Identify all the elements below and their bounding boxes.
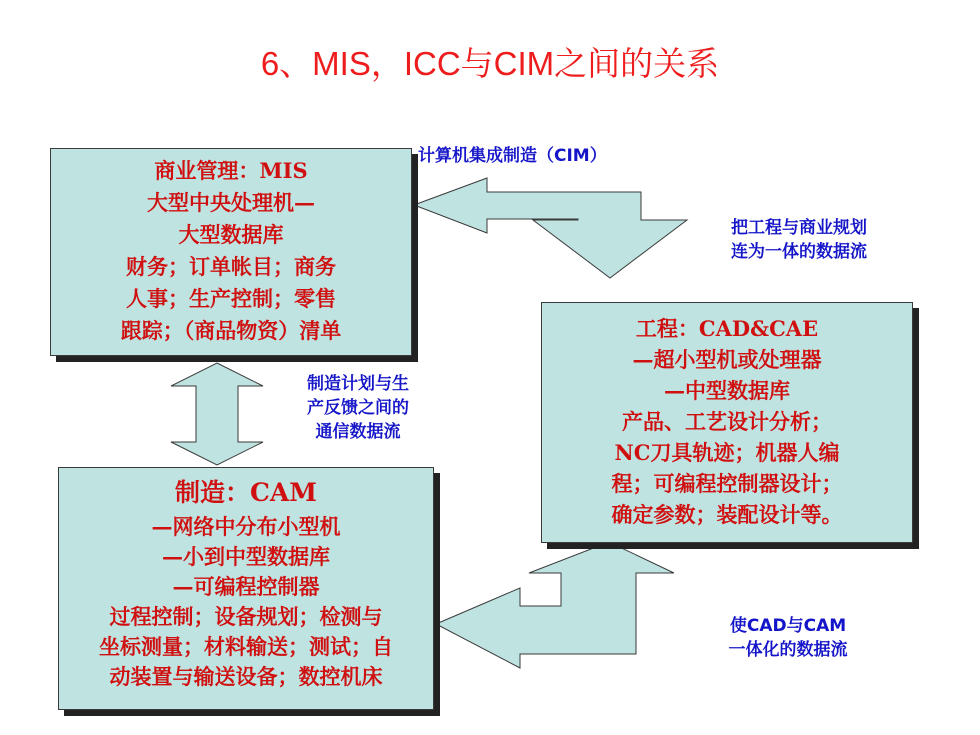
note-line: 连为一体的数据流 bbox=[731, 242, 867, 262]
cad-line: 确定参数；装配设计等。 bbox=[611, 502, 843, 527]
cam-line: 过程控制；设备规划；检测与 bbox=[109, 604, 383, 629]
cad-line: —中型数据库 bbox=[664, 378, 790, 403]
cam-line: 坐标测量；材料输送；测试；自 bbox=[99, 634, 393, 659]
note-line: 制造计划与生 bbox=[307, 374, 409, 394]
note-line: 一体化的数据流 bbox=[728, 640, 848, 660]
note-line: 产反馈之间的 bbox=[307, 398, 409, 418]
manufacturing-dataflow-label bbox=[265, 372, 451, 444]
cam-heading: 制造：CAM bbox=[175, 478, 317, 507]
cad-line: 程；可编程控制器设计； bbox=[611, 471, 843, 496]
mis-line: 大型数据库 bbox=[178, 222, 284, 247]
cad-line: 工程：CAD&CAE bbox=[635, 316, 819, 341]
cim-label-line: 计算机集成制造（CIM） bbox=[418, 146, 607, 166]
cam-line: —小到中型数据库 bbox=[162, 544, 330, 569]
arrow-mis-to-cad bbox=[414, 178, 687, 278]
engineering-business-dataflow-label bbox=[690, 216, 908, 264]
mis-line: 财务；订单帐目；商务 bbox=[126, 254, 336, 279]
cim-label bbox=[418, 144, 607, 168]
note-line: 把工程与商业规划 bbox=[731, 218, 867, 238]
cad-line: 产品、工艺设计分析； bbox=[622, 409, 832, 434]
cad-line: NC刀具轨迹；机器人编 bbox=[614, 440, 840, 465]
cad-cam-dataflow-label bbox=[680, 614, 896, 662]
mis-line: 大型中央处理机— bbox=[147, 190, 315, 215]
mis-line: 人事；生产控制；零售 bbox=[126, 286, 336, 311]
cad-line: —超小型机或处理器 bbox=[632, 347, 822, 372]
mis-line: 商业管理：MIS bbox=[154, 158, 308, 183]
note-line: 通信数据流 bbox=[315, 422, 401, 442]
cam-line: —网络中分布小型机 bbox=[151, 514, 341, 539]
page-title: 6、MIS，ICC与CIM之间的关系 bbox=[260, 45, 720, 82]
mis-box bbox=[50, 148, 412, 356]
cad-cae-box bbox=[541, 302, 913, 543]
note-line: 使CAD与CAM bbox=[729, 616, 847, 636]
cam-line: —可编程控制器 bbox=[172, 574, 320, 599]
mis-line: 跟踪；（商品物资）清单 bbox=[120, 318, 342, 343]
arrow-mis-cam bbox=[171, 363, 263, 465]
arrow-cam-to-cad bbox=[436, 542, 674, 668]
cam-box bbox=[58, 467, 434, 710]
cam-line: 动装置与输送设备；数控机床 bbox=[109, 664, 383, 689]
